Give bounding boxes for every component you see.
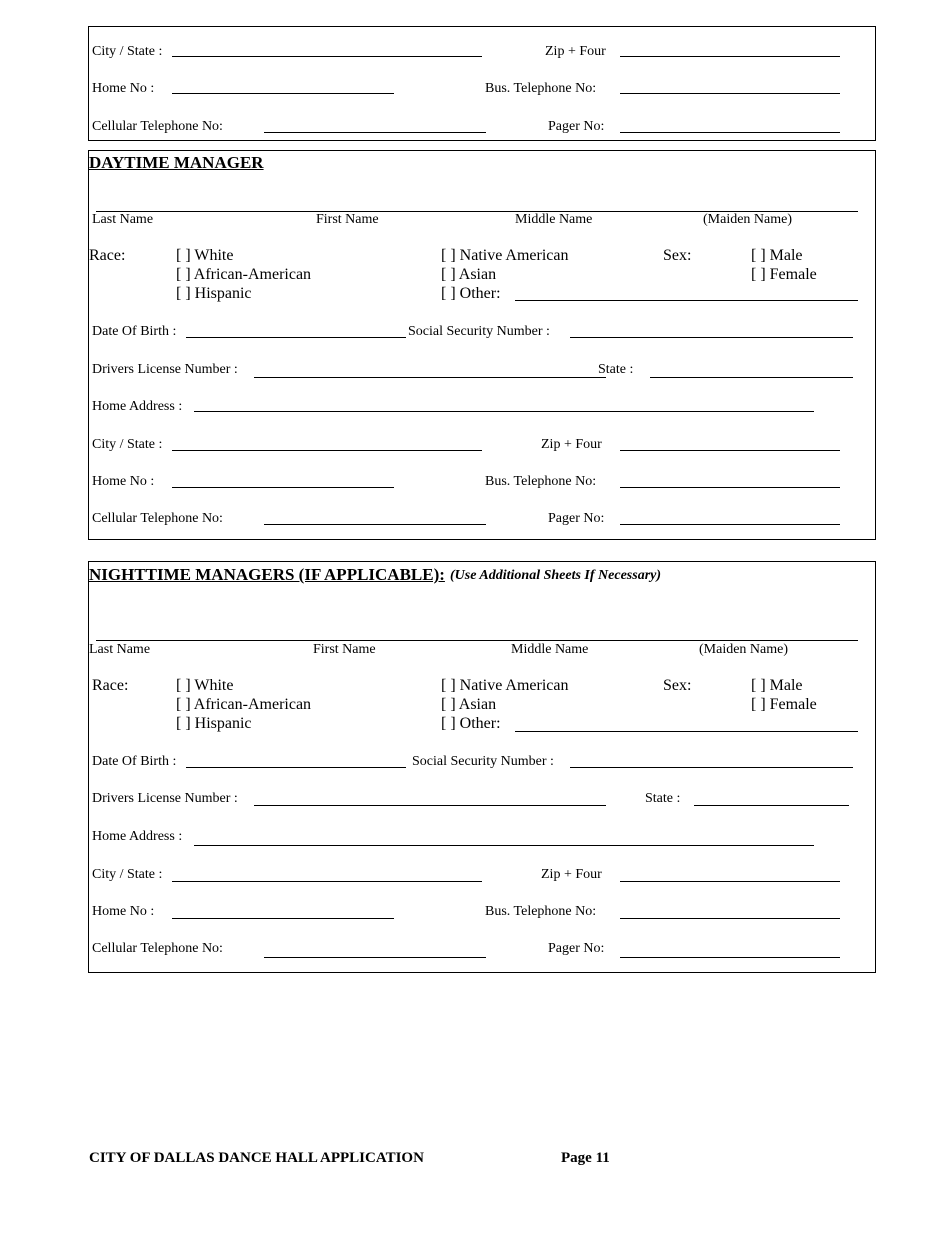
- ssn-field[interactable]: [570, 337, 853, 338]
- nighttime-managers-title: NIGHTTIME MANAGERS (IF APPLICABLE):: [89, 565, 445, 584]
- footer-title: CITY OF DALLAS DANCE HALL APPLICATION: [89, 1150, 424, 1166]
- home-address-field[interactable]: [194, 411, 814, 412]
- race-asian-checkbox[interactable]: [ ] Asian: [441, 696, 497, 713]
- sex-male-checkbox[interactable]: [ ] Male: [751, 247, 803, 264]
- date-of-birth-field[interactable]: [186, 337, 406, 338]
- sex-label: Sex:: [663, 247, 692, 264]
- zip-four-label: Zip + Four: [545, 44, 606, 59]
- last-name-label: Last Name: [89, 642, 151, 657]
- page-number: Page 11: [561, 1150, 610, 1166]
- zip-four-field[interactable]: [620, 881, 840, 882]
- home-no-label: Home No :: [92, 904, 155, 919]
- last-name-label: Last Name: [92, 212, 154, 227]
- date-of-birth-field[interactable]: [186, 767, 406, 768]
- home-no-field[interactable]: [172, 487, 394, 488]
- dl-state-field[interactable]: [650, 377, 853, 378]
- ssn-label: Social Security Number :: [408, 324, 550, 339]
- cellular-telephone-label: Cellular Telephone No:: [92, 119, 223, 134]
- sex-male-checkbox[interactable]: [ ] Male: [751, 677, 803, 694]
- drivers-license-label: Drivers License Number :: [92, 362, 238, 377]
- city-state-field[interactable]: [172, 56, 482, 57]
- cellular-telephone-field[interactable]: [264, 132, 486, 133]
- date-of-birth-label: Date Of Birth :: [92, 754, 177, 769]
- date-of-birth-label: Date Of Birth :: [92, 324, 177, 339]
- drivers-license-field[interactable]: [254, 377, 606, 378]
- pager-field[interactable]: [620, 132, 840, 133]
- zip-four-label: Zip + Four: [541, 437, 602, 452]
- home-no-field[interactable]: [172, 93, 394, 94]
- race-other-checkbox[interactable]: [ ] Other:: [441, 285, 501, 302]
- daytime-manager-section: [88, 150, 876, 540]
- cellular-telephone-field[interactable]: [264, 524, 486, 525]
- maiden-name-label: (Maiden Name): [703, 212, 793, 227]
- race-native-american-checkbox[interactable]: [ ] Native American: [441, 247, 569, 264]
- home-address-field[interactable]: [194, 845, 814, 846]
- race-african-american-checkbox[interactable]: [ ] African-American: [176, 266, 312, 283]
- ssn-field[interactable]: [570, 767, 853, 768]
- zip-four-field[interactable]: [620, 450, 840, 451]
- city-state-field[interactable]: [172, 450, 482, 451]
- daytime-manager-title: DAYTIME MANAGER: [89, 153, 264, 172]
- race-other-field[interactable]: [515, 731, 858, 732]
- bus-telephone-label: Bus. Telephone No:: [485, 474, 597, 489]
- cellular-telephone-field[interactable]: [264, 957, 486, 958]
- race-african-american-checkbox[interactable]: [ ] African-American: [176, 696, 312, 713]
- city-state-field[interactable]: [172, 881, 482, 882]
- drivers-license-field[interactable]: [254, 805, 606, 806]
- race-label: Race:: [89, 247, 126, 264]
- first-name-label: First Name: [316, 212, 379, 227]
- middle-name-label: Middle Name: [515, 212, 593, 227]
- pager-field[interactable]: [620, 524, 840, 525]
- sex-female-checkbox[interactable]: [ ] Female: [751, 266, 817, 283]
- nighttime-managers-note: (Use Additional Sheets If Necessary): [450, 568, 662, 583]
- race-other-checkbox[interactable]: [ ] Other:: [441, 715, 501, 732]
- pager-label: Pager No:: [548, 511, 605, 526]
- nighttime-name-line[interactable]: [96, 640, 858, 641]
- dl-state-field[interactable]: [694, 805, 849, 806]
- bus-telephone-field[interactable]: [620, 93, 840, 94]
- cellular-telephone-label: Cellular Telephone No:: [92, 941, 223, 956]
- pager-label: Pager No:: [548, 119, 605, 134]
- dl-state-label: State :: [598, 362, 634, 377]
- race-hispanic-checkbox[interactable]: [ ] Hispanic: [176, 285, 252, 302]
- city-state-label: City / State :: [92, 437, 163, 452]
- bus-telephone-field[interactable]: [620, 487, 840, 488]
- race-label: Race:: [92, 677, 129, 694]
- pager-label: Pager No:: [548, 941, 605, 956]
- race-native-american-checkbox[interactable]: [ ] Native American: [441, 677, 569, 694]
- zip-four-field[interactable]: [620, 56, 840, 57]
- home-no-field[interactable]: [172, 918, 394, 919]
- sex-female-checkbox[interactable]: [ ] Female: [751, 696, 817, 713]
- home-address-label: Home Address :: [92, 829, 183, 844]
- home-no-label: Home No :: [92, 81, 155, 96]
- ssn-label: Social Security Number :: [412, 754, 554, 769]
- bus-telephone-label: Bus. Telephone No:: [485, 904, 597, 919]
- city-state-label: City / State :: [92, 867, 163, 882]
- race-white-checkbox[interactable]: [ ] White: [176, 677, 234, 694]
- dl-state-label: State :: [645, 791, 681, 806]
- cellular-telephone-label: Cellular Telephone No:: [92, 511, 223, 526]
- pager-field[interactable]: [620, 957, 840, 958]
- middle-name-label: Middle Name: [511, 642, 589, 657]
- home-no-label: Home No :: [92, 474, 155, 489]
- drivers-license-label: Drivers License Number :: [92, 791, 238, 806]
- sex-label: Sex:: [663, 677, 692, 694]
- race-other-field[interactable]: [515, 300, 858, 301]
- first-name-label: First Name: [313, 642, 376, 657]
- bus-telephone-field[interactable]: [620, 918, 840, 919]
- race-asian-checkbox[interactable]: [ ] Asian: [441, 266, 497, 283]
- city-state-label: City / State :: [92, 44, 163, 59]
- race-white-checkbox[interactable]: [ ] White: [176, 247, 234, 264]
- zip-four-label: Zip + Four: [541, 867, 602, 882]
- home-address-label: Home Address :: [92, 399, 183, 414]
- race-hispanic-checkbox[interactable]: [ ] Hispanic: [176, 715, 252, 732]
- bus-telephone-label: Bus. Telephone No:: [485, 81, 597, 96]
- maiden-name-label: (Maiden Name): [699, 642, 789, 657]
